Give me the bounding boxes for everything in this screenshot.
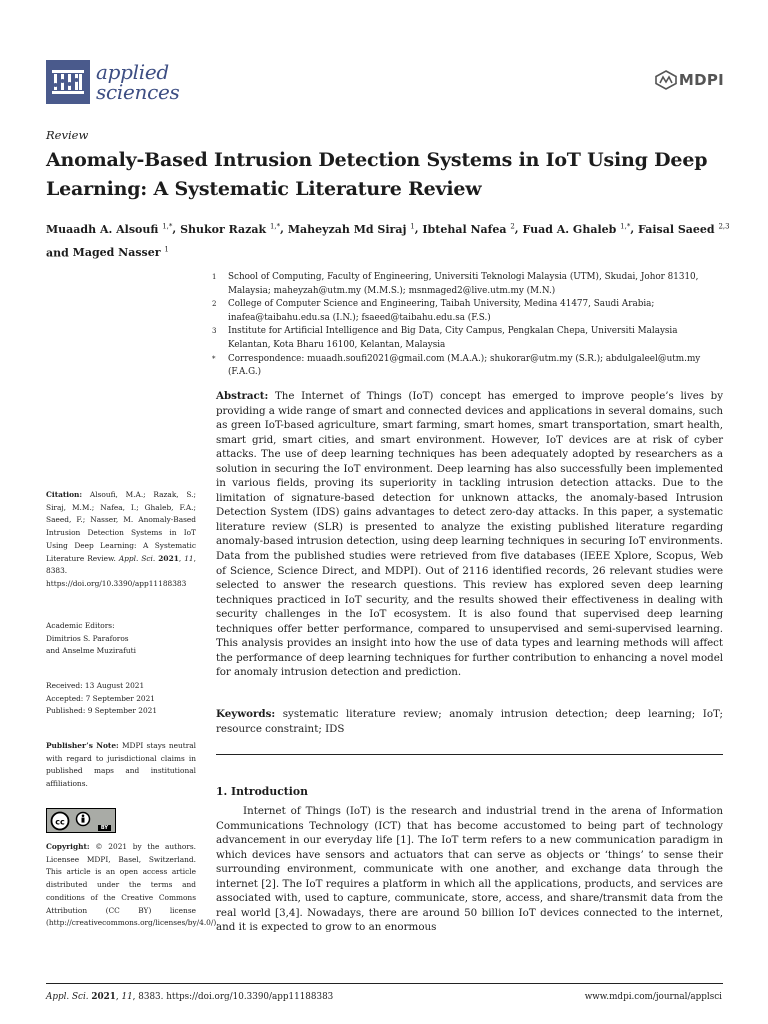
author-affiliation-mark: 1,*	[162, 222, 173, 230]
published-date: Published: 9 September 2021	[46, 706, 158, 716]
footer-divider	[46, 983, 723, 984]
abstract-label: Abstract:	[216, 390, 269, 402]
affiliations	[212, 271, 722, 380]
citation-journal: Appl. Sci.	[118, 553, 156, 563]
affiliation-item	[212, 353, 722, 380]
publisher-note-text: MDPI stays neutral with regard to jurisdictional claims in published maps and institutional affiliations.	[46, 741, 197, 789]
article-type: Review	[46, 128, 89, 142]
publisher-logo	[655, 70, 724, 90]
author-name: Maheyzah Md Siraj $^1$	[287, 222, 415, 236]
publisher-note-label: Publisher’s Note:	[46, 741, 119, 750]
author-separator: and	[46, 246, 73, 260]
cc-by-icon	[50, 811, 94, 831]
affiliation-mark: 2	[212, 300, 217, 309]
affiliation-text: Institute for Artificial Intelligence and Big Data, City Campus, Pengkalan Chepa, Universiti Malaysia Kelantan, Kota Bharu 16100, Kelantan, Malaysia	[228, 326, 678, 350]
abstract	[216, 389, 723, 680]
cc-license-badge[interactable]	[46, 808, 116, 833]
author-separator: ,	[172, 222, 181, 236]
keywords	[216, 707, 723, 736]
footer-citation: Appl. Sci. 2021, 11, 8383. https://doi.org/10.3390/app11188383	[46, 992, 334, 1002]
publisher-note	[46, 740, 196, 791]
journal-logo-icon	[46, 60, 90, 104]
svg-text:cc: cc	[55, 817, 65, 826]
publisher-name: MDPI	[678, 71, 724, 89]
author-name: Ibtehal Nafea $^2$	[422, 222, 515, 236]
accepted-date: Accepted: 7 September 2021	[46, 693, 156, 703]
introduction-paragraph: Internet of Things (IoT) is the research and industrial trend in the arena of Information Communications Technology (ICT) that has become accustomed to being part of technology advancement in our everyday life [1]. The IoT term refers to a new communication paradigm in which devices have sensors and actuators that can serve as objects or ‘things’ to sense their surrounding environment, communicate with one another, and exchange data through the internet [2]. The IoT requires a platform in which all the applications, products, and services are associated with, used to capture, communicate, store, access, and share/transmit data from the real world [3,4]. Nowadays, there are around 50 billion IoT devices connected to the internet, and it is expected to grow to an enormous	[216, 805, 723, 934]
citation-pages: , 8383.	[46, 553, 196, 576]
footer-journal: Appl. Sci.	[46, 992, 89, 1002]
academic-editors	[46, 620, 196, 658]
author-affiliation-mark: 1	[410, 222, 415, 230]
affiliation-mark: 3	[212, 327, 217, 336]
cc-by-label: BY	[98, 825, 111, 831]
author-affiliation-mark: 1	[164, 245, 169, 254]
affiliation-text: College of Computer Science and Engineering, Taibah University, Medina 41477, Saudi Arabia; inafea@taibahu.edu.sa (I.N.); fsaeed@taibahu.edu.sa (F.S.)	[228, 299, 655, 323]
citation-block: Citation: Alsoufi, M.A.; Razak, S.; Siraj, M.M.; Nafea, I.; Ghaleb, F.A.; Saeed, F.; Nasser, M. Anomaly-Based Intrusion Detection Systems in IoT Using Deep Learning: A Systematic Literature Review. Appl. Sci. 2021, 11, 8383. https://doi.org/10.3390/app11188383	[46, 490, 196, 588]
citation-volume: 11	[184, 553, 194, 563]
publication-dates	[46, 680, 196, 718]
editor-1: Dimitrios S. Paraforos	[46, 633, 129, 643]
copyright-label: Copyright:	[46, 842, 90, 851]
keywords-label: Keywords:	[216, 708, 276, 720]
journal-name	[96, 62, 179, 102]
author-affiliation-mark: 2	[510, 222, 515, 230]
author-separator: ,	[514, 222, 523, 236]
copyright-block	[46, 841, 219, 930]
affiliation-text: Correspondence: muaadh.soufi2021@gmail.com (M.A.A.); shukorar@utm.my (S.R.); abdulgaleel@utm.my (F.A.G.)	[228, 353, 701, 378]
citation-text: Alsoufi, M.A.; Razak, S.; Siraj, M.M.; Nafea, I.; Ghaleb, F.A.; Saeed, F.; Nasser, M. Anomaly-Based Intrusion Detection Systems in IoT Using Deep Learning: A Systematic Literature Review.	[46, 490, 196, 563]
journal-logo	[46, 60, 179, 104]
affiliation-item	[212, 325, 722, 352]
author-name: Shukor Razak $^{1,*}$	[180, 222, 281, 236]
citation-year: 2021	[158, 553, 179, 563]
affiliation-item	[212, 298, 722, 325]
mdpi-logo-icon	[655, 70, 677, 90]
keywords-text: systematic literature review; anomaly intrusion detection; deep learning; IoT; resource constraint; IDS	[216, 708, 723, 735]
author-separator: ,	[280, 222, 288, 236]
editor-2: and Anselme Muzirafuti	[46, 646, 136, 656]
journal-name-line2: sciences	[96, 80, 180, 104]
footer-year: 2021	[91, 992, 116, 1002]
author-list	[46, 216, 736, 263]
footer-volume: 11	[121, 992, 133, 1002]
abstract-text: The Internet of Things (IoT) concept has emerged to improve people’s lives by providing a wide range of smart and connected devices and applications in several domains, such as green IoT-based agriculture, smart farming, smart homes, smart transportation, smart health, smart grid, smart cities, and smart environment. However, IoT devices are at risk of cyber attacks. The use of deep learning techniques has been adequately adopted by researchers as a solution in securing the IoT environment. Deep learning has also successfully been implemented in various fields, proving its superiority in tackling intrusion detection attacks. Due to the limitation of signature-based detection for unknown attacks, the anomaly-based Intrusion Detection System (IDS) gains advantages to detect zero-day attacks. In this paper, a systematic literature review (SLR) is presented to analyze the existing published literature regarding anomaly-based intrusion detection, using deep learning techniques in securing IoT environments. Data from the published studies were retrieved from five databases (IEEE Xplore, Scopus, Web of Science, Science Direct, and MDPI). Out of 2116 identified records, 26 relevant studies were selected to answer the research questions. This review has explored seven deep learning techniques practiced in IoT security, and the results showed their effectiveness in dealing with security challenges in the IoT ecosystem. It is also found that supervised deep learning techniques offer better performance, compared to unsupervised and semi-supervised learning. This analysis provides an insight into how the use of data types and learning methods will affect the performance of deep learning techniques for further contribution to enhancing a novel model for anomaly intrusion detection and prediction.	[216, 390, 723, 679]
editors-label: Academic Editors:	[46, 621, 115, 630]
citation-label: Citation:	[46, 490, 83, 499]
author-separator: ,	[414, 222, 423, 236]
section-heading: 1. Introduction	[216, 785, 308, 798]
author-affiliation-mark: 1,*	[269, 222, 281, 230]
affiliation-item	[212, 271, 722, 298]
affiliation-mark: *	[212, 354, 216, 363]
author-name: Faisal Saeed $^{2,3}$	[638, 222, 730, 236]
author-separator: ,	[630, 222, 639, 236]
author-name: Muaadh A. Alsoufi $^{1,*}$	[46, 222, 173, 236]
affiliation-mark: 1	[212, 273, 217, 281]
paper-title: Anomaly-Based Intrusion Detection Systems in IoT Using Deep Learning: A Systematic Literature Review	[46, 149, 708, 200]
affiliation-text: School of Computing, Faculty of Engineering, Universiti Teknologi Malaysia (UTM), Skudai, Johor 81310, Malaysia; maheyzah@utm.my (M.M.S.); msnmaged2@live.utm.my (M.N.)	[228, 272, 699, 296]
footer-doi[interactable]: , 8383. https://doi.org/10.3390/app11188383	[132, 992, 334, 1002]
copyright-text: © 2021 by the authors. Licensee MDPI, Basel, Switzerland. This article is an open access article distributed under the terms and conditions of the Creative Commons Attribution (CC BY) license (http://creativecommons.org/licenses/by/4.0/).	[46, 842, 219, 928]
author-name: Maged Nasser $^1$	[72, 245, 169, 260]
footer-journal-url[interactable]: www.mdpi.com/journal/applsci	[584, 992, 722, 1002]
author-affiliation-mark: 1,*	[620, 222, 631, 230]
section-divider	[216, 754, 723, 755]
received-date: Received: 13 August 2021	[46, 681, 145, 690]
author-name: Fuad A. Ghaleb $^{1,*}$	[522, 222, 631, 236]
citation-doi-link[interactable]: https://doi.org/10.3390/app11188383	[46, 578, 187, 588]
author-affiliation-mark: 2,3	[718, 222, 730, 230]
journal-name-line1: applied	[96, 60, 169, 84]
